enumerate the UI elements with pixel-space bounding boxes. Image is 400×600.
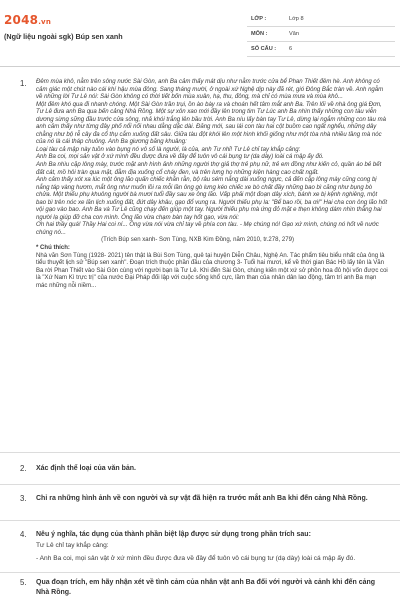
passage-paragraph: Anh cảm thấy xót xa lúc một ông lão quấn chiếc khăn rằn, bộ râu sém nắng dài xuống ngực, cả đến cặp lông mày cũng cong bị nắng táp vàng hươm, mắt ông như muốn lồi ra mỗi lần ông gò lưng kéo chiếc xe bò chất đầy những bao bì căng như bụng bò chửa. Một thiếu phụ khuông người bà mươi tuổi đầy sau xe ông lão. Vấp phải một đoạn dây xích, bánh xe bị kệnh nghiêng, một bao bì trên nóc xe lăn lịch xuống đất, đứt dây khâu, gạo đổ vung ra. Người thiếu phụ la: "Bể bao rồi, ba ơi!" Hai cha con ông lão hốt vội gạo vào bao. Anh Ba và Tư Lê cũng chạy đến giúp một tay. Người thiếu phụ mà ứng đỏ mặt e thẹn không dám nhìn thẳng hai người lạ giúp đỡ cha con mình. Ông lão vừa chạm bàn tay hốt gạo, vừa nói: — [36, 177, 388, 221]
page-header — [0, 0, 400, 66]
meta-row-class — [247, 12, 395, 27]
question-number: 1. — [20, 79, 27, 88]
note-heading: * Chú thích: — [36, 245, 70, 252]
document-title: (Ngữ liệu ngoài sgk) Búp sen xanh — [4, 32, 123, 41]
passage-paragraph: Một đêm khó qua đi nhanh chóng. Một Sài Gòn trần trụi, ồn ào bày ra và choán hết tâm mắt anh Ba. Trên lối về nhà ông giá Đơn, Tư Lê đưa anh Ba qua bến cảng Nhà Rồng. Một sự xôn xao mới đầy lên trong tim Tư Lúc anh Ba nhìn thấy những con tàu viễn dương sừng sững đầu trước cửa sông, nhả khói trắng lên bầu trời. Anh Ba níu lấy bàn tay Tư Lê, dừng lại ngắm những con tàu mà anh cảm thấy như từng đây phố nổi nối nhau dằng dặc dài. Đăng mới, sau lái con tàu hai cột buồm cao ngất nghểu, những dây chằng như bộ rễ cây đa cổ thụ cắm xuống đất sâu. Giữa tàu đột khói lên một hình khối giống như một tòa nhà nhiều tầng mà nóc của nó là cái tháp chuông. Anh Ba giương băng khuâng: — [36, 101, 386, 146]
passage-paragraph: Ơn hai thầy quá! Thầy Hai coi ní... Ông vừa nói vừa chỉ tay về phía con tàu. - Mẹ chúng nó! Gạo xứ mình, chúng nó hốt về nước chúng nó... — [36, 222, 379, 236]
question-divider — [0, 572, 400, 573]
question-excerpt: - Anh Ba coi, mọi sản vật ở xứ mình đều được đưa về đây để tuôn vô cái bụng tư (dạ dày) loài cá mập ấy đó. — [36, 555, 356, 562]
reading-passage — [36, 79, 388, 290]
logo-suffix: .vn — [38, 18, 52, 26]
question-text: Chỉ ra những hình ảnh về con người và sự vật đã hiện ra trước mắt anh Ba khi đến cảng Nhà Rồng. — [36, 495, 368, 502]
meta-info — [247, 12, 395, 57]
meta-value: Lớp 8 — [289, 16, 304, 22]
question-divider — [0, 452, 400, 453]
meta-label: MÔN : — [251, 31, 268, 37]
question-number: 4. — [20, 530, 27, 539]
passage-paragraph: Anh Ba nhìu cặp lông mày, trước mặt anh hình ảnh những người thợ giả thợ trẻ phụ nữ, trẻ em đồng như kiến cỏ, quần áo bẻ bết đất cát, mồ hôi tràn qua mặt, đằm địa xuống cổ cháy đen, và trên lưng họ những kiện hàng cao chất ngất. — [36, 162, 382, 176]
meta-value: 6 — [289, 46, 293, 52]
meta-label: SỐ CÂU : — [251, 46, 277, 52]
meta-row-subject — [247, 27, 395, 42]
meta-row-count — [247, 42, 395, 57]
passage-citation: (Trích Búp sen xanh- Sơn Tùng, NXB Kim Đồng, năm 2010, tr.278, 279) — [101, 237, 294, 244]
question-excerpt-lead: Tư Lê chỉ tay khắp cảng: — [36, 542, 109, 549]
site-logo[interactable] — [4, 13, 51, 27]
meta-value: Văn — [289, 31, 299, 37]
passage-paragraph: Đêm mùa khô, nằm trên sông nước Sài Gòn, anh Ba cảm thấy mát dịu như nằm trước cửa bể Phan Thiết đêm hè. Anh không có cảm giác một chút nào cái khí hậu mùa đông. Sang tháng mười, ở ngoài xứ Nghệ dịp này đã rét, gió Đông Bắc tràn về. Anh ngẫm về những lời Tư Lê nói: Sài Gòn không có thời tiết bốn mùa xuân, hạ, thu, đông, mà chỉ có mùa mưa và mùa khô... — [36, 79, 384, 101]
question-text: Qua đoạn trích, em hãy nhận xét về tình cảm của nhân vật anh Ba đối với người và cảnh khi đến cảng Nhà Rồng. — [36, 579, 376, 596]
question-divider — [0, 520, 400, 521]
question-text: Xác định thể loại của văn bản. — [36, 465, 136, 472]
note-text: Nhà văn Sơn Tùng (1928- 2021) tên thật là Bùi Sơn Tùng, quê tại huyện Diễn Châu, Nghệ An. Tác phẩm tiêu biểu nhất của ông là tiểu thuyết lịch sử "Búp sen xanh". Đoạn trích thuộc phần đầu của chương 3- Tuổi hai mươi, kể về thời gian Bác Hồ lấy tên là Văn Ba rời Phan Thiết vào Sài Gòn cùng với người bạn là Tư Lê. Khi đến Sài Gòn, chúng kiến một xứ sở phồn hoa đô hội vốn được coi là "Xứ Nam Kì trực trị" của nước Đại Pháp đối lập với cuộc sống khổ cực, lầm than của nhân dân lao động, tâm trí anh Ba mạn mác những nỗi niềm... — [36, 252, 388, 289]
logo-text: 2048 — [4, 13, 39, 27]
header-divider — [0, 66, 400, 67]
question-number: 3. — [20, 494, 27, 503]
question-divider — [0, 484, 400, 485]
question-number: 5. — [20, 578, 27, 587]
passage-paragraph: Loại tàu cả mập này tuồn vào bụng nó vô số là người, là của, anh Tư nhỉ! Tư Lê chỉ tay khắp cảng: — [36, 146, 301, 153]
meta-label: LỚP : — [251, 16, 267, 22]
passage-paragraph: Anh Ba coi, mọi sản vật ở xứ mình đều được đưa về đây để tuôn vô cái bụng tư (da dày) loài cá mập ấy đó. — [36, 154, 324, 161]
question-text: Nêu ý nghĩa, tác dụng của thành phần biệt lập được sử dụng trong phần trích sau: — [36, 531, 311, 538]
question-number: 2. — [20, 464, 27, 473]
